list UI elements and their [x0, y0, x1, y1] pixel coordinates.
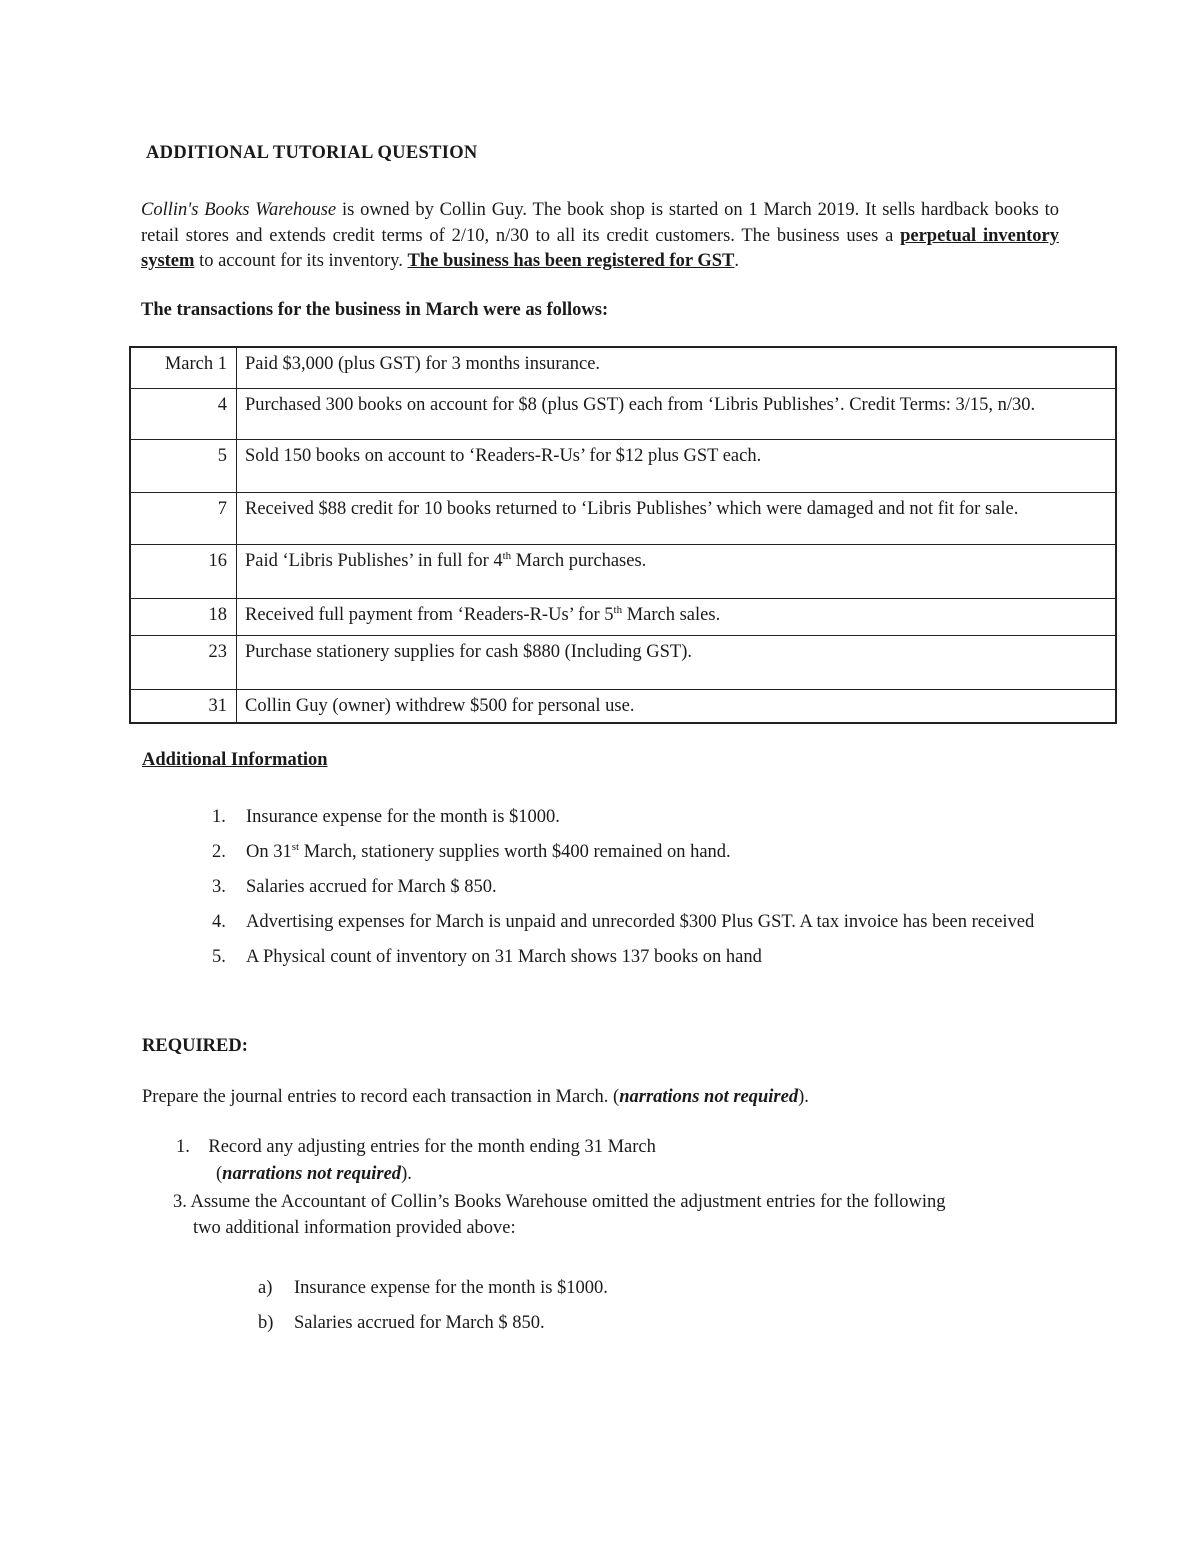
table-row: [130, 439, 1116, 492]
item-label: a): [258, 1278, 273, 1298]
item-label: b): [258, 1313, 274, 1333]
tx-date: 16: [130, 544, 237, 598]
list-item: [200, 870, 1080, 905]
table-row: [130, 689, 1116, 723]
question-3-line-1: 3. Assume the Accountant of Collin’s Books Warehouse omitted the adjustment entries for the following: [173, 1192, 946, 1212]
item-text: Salaries accrued for March $ 850.: [294, 1313, 545, 1333]
tx-text-sup: th: [613, 603, 623, 616]
table-row: [130, 347, 1116, 388]
required-text-post: ).: [798, 1087, 809, 1107]
list-number: 2.: [212, 842, 226, 862]
question-1-note-pre: (: [216, 1164, 223, 1184]
intro-highlight-gst: The business has been registered for GST: [407, 251, 735, 271]
question-3: [173, 1189, 1073, 1241]
required-heading: REQUIRED:: [142, 1036, 248, 1056]
list-text-post: March, stationery supplies worth $400 remained on hand.: [299, 842, 731, 862]
question-1-note-post: ).: [401, 1164, 412, 1184]
question-3-line-2: two additional information provided above:: [193, 1218, 516, 1238]
tx-description: Purchase stationery supplies for cash $880 (Including GST).: [237, 635, 1117, 689]
list-text-pre: On 31: [246, 842, 292, 862]
list-item: [200, 800, 1080, 835]
table-row: [130, 635, 1116, 689]
additional-info-heading: Additional Information: [142, 750, 328, 770]
intro-paragraph: [141, 198, 1059, 275]
question-1-number: 1.: [176, 1137, 190, 1157]
list-item: [200, 940, 1080, 975]
tx-date: 23: [130, 635, 237, 689]
tx-description: Received $88 credit for 10 books returned to ‘Libris Publishes’ which were damaged and not fit for sale.: [237, 492, 1117, 544]
list-text: Advertising expenses for March is unpaid and unrecorded $300 Plus GST. A tax invoice has been received: [246, 912, 1035, 932]
tx-date: 31: [130, 689, 237, 723]
table-row: [130, 544, 1116, 598]
question-3-item-a: [258, 1278, 608, 1299]
required-text-pre: Prepare the journal entries to record each transaction in March. (: [142, 1087, 620, 1107]
question-1-note-em: narrations not required: [222, 1164, 402, 1184]
intro-text-2: to account for its inventory.: [194, 251, 408, 271]
list-text-sup: st: [291, 840, 300, 853]
list-number: 1.: [212, 807, 226, 827]
tx-text-post: March sales.: [622, 604, 721, 625]
tx-text-sup: th: [502, 549, 512, 562]
list-number: 4.: [212, 912, 226, 932]
tx-date: 4: [130, 388, 237, 439]
business-name: Collin's Books Warehouse: [141, 200, 337, 220]
intro-text-1: is owned by Collin Guy. The book shop is started on 1 March 2019. It sells hardback books to retail stores and extends credit terms of 2/10, n/30 to all its credit customers. The business uses a: [141, 200, 1059, 246]
tx-text-pre: Received full payment from ‘Readers-R-Us’ for 5: [245, 604, 614, 625]
tx-description: Sold 150 books on account to ‘Readers-R-Us’ for $12 plus GST each.: [237, 439, 1117, 492]
tx-date: 5: [130, 439, 237, 492]
transactions-heading: The transactions for the business in March were as follows:: [141, 300, 609, 320]
required-instruction: [142, 1087, 809, 1108]
list-text: Insurance expense for the month is $1000.: [246, 807, 560, 827]
list-text: A Physical count of inventory on 31 March shows 137 books on hand: [246, 947, 762, 967]
list-text: Salaries accrued for March $ 850.: [246, 877, 497, 897]
required-text-em: narrations not required: [619, 1087, 799, 1107]
intro-text-3: .: [734, 251, 739, 271]
tx-description: Collin Guy (owner) withdrew $500 for personal use.: [237, 689, 1117, 723]
tx-description: [237, 544, 1117, 598]
intro-highlight-inventory: perpetual inventory system: [141, 225, 1059, 271]
list-item: [200, 835, 1080, 870]
question-1-text: Record any adjusting entries for the month ending 31 March: [208, 1137, 656, 1157]
list-number: 3.: [212, 877, 226, 897]
item-text: Insurance expense for the month is $1000.: [294, 1278, 608, 1298]
table-row: [130, 598, 1116, 635]
additional-info-list: [200, 800, 1080, 975]
list-number: 5.: [212, 947, 226, 967]
transactions-table: [129, 346, 1117, 724]
question-1: [176, 1137, 656, 1158]
tx-date: March 1: [130, 347, 237, 388]
table-row: [130, 492, 1116, 544]
tx-description: [237, 598, 1117, 635]
tx-text-post: March purchases.: [511, 550, 647, 571]
tx-description: Paid $3,000 (plus GST) for 3 months insurance.: [237, 347, 1117, 388]
tx-text-pre: Paid ‘Libris Publishes’ in full for 4: [245, 550, 503, 571]
question-1-note: [216, 1164, 412, 1185]
question-3-item-b: [258, 1313, 545, 1334]
tx-date: 18: [130, 598, 237, 635]
page-title: ADDITIONAL TUTORIAL QUESTION: [146, 143, 478, 163]
list-item: [200, 905, 1080, 940]
tx-date: 7: [130, 492, 237, 544]
table-row: [130, 388, 1116, 439]
tx-description: Purchased 300 books on account for $8 (plus GST) each from ‘Libris Publishes’. Credit Terms: 3/15, n/30.: [237, 388, 1117, 439]
